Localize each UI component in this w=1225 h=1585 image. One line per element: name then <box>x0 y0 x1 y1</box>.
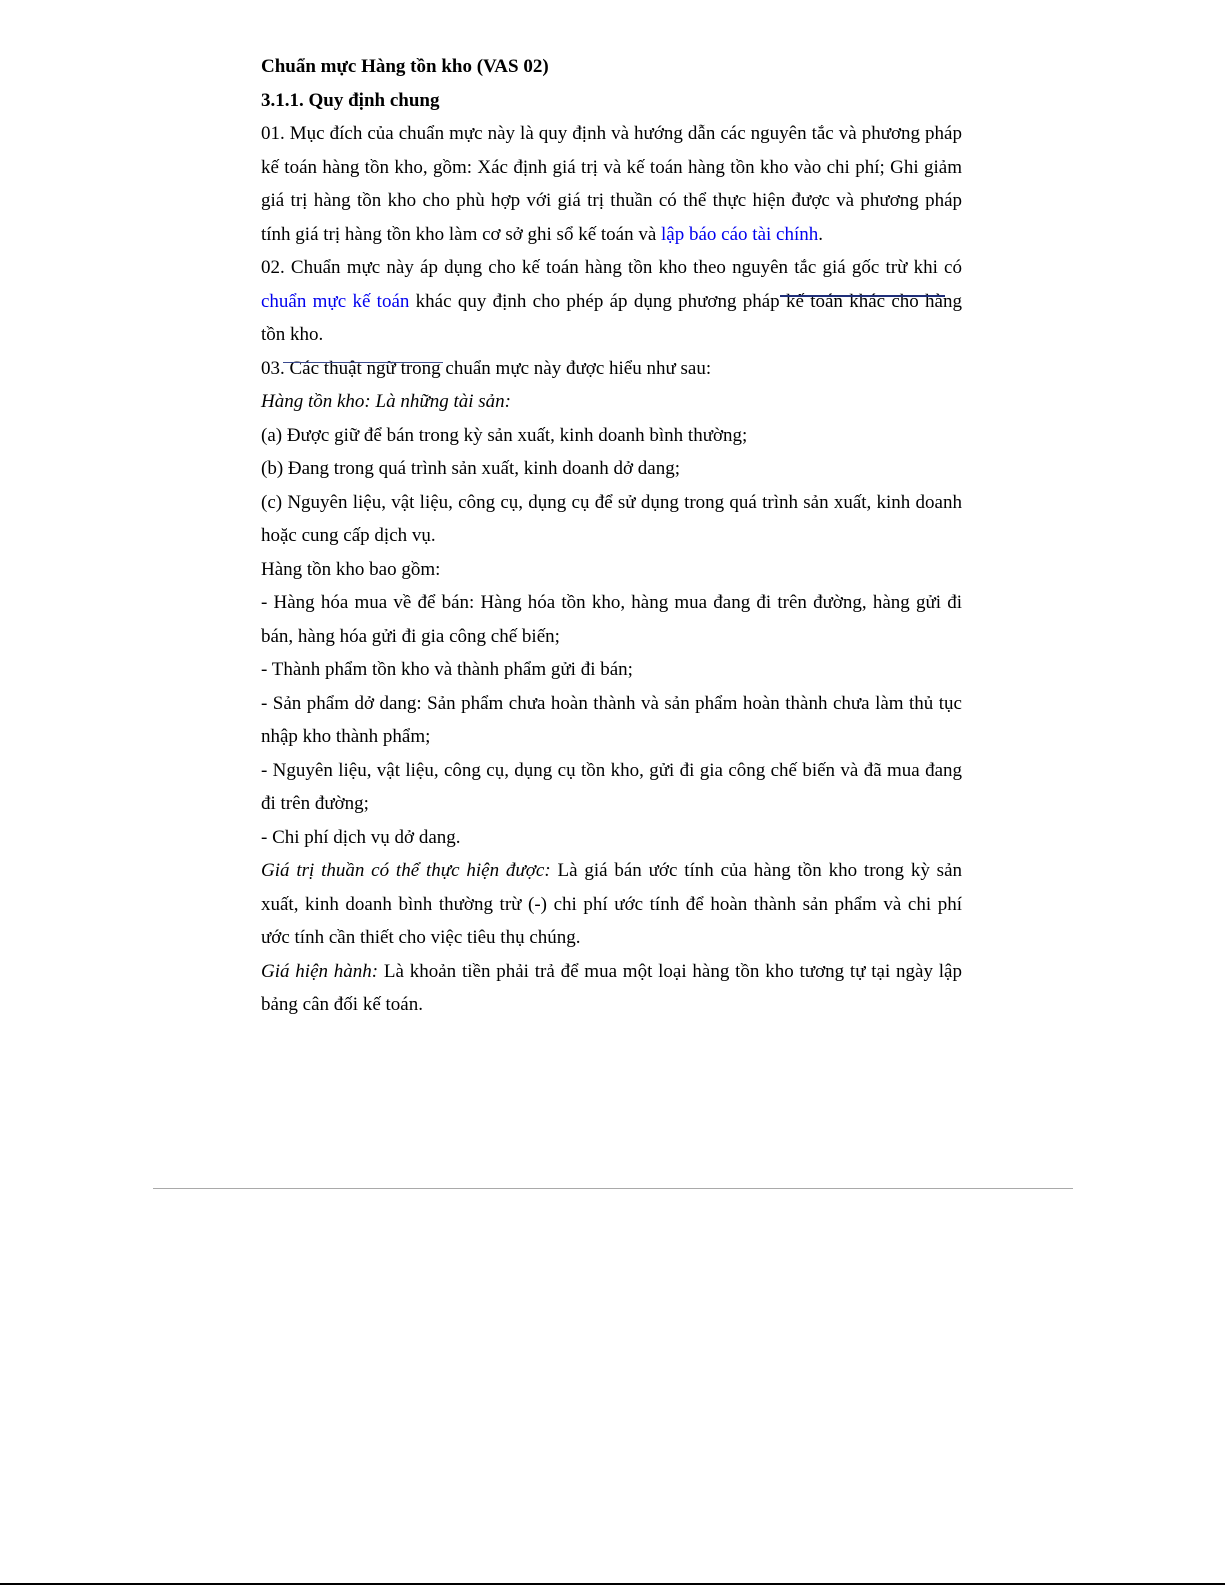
paragraph-01-text: 01. Mục đích của chuẩn mực này là quy định và hướng dẫn các nguyên tắc và phương pháp kế toán hàng tồn kho, gồm: Xác định giá trị và kế toán hàng tồn kho vào chi phí; Ghi giảm giá trị hàng tồn kho cho phù hợp với giá trị thuần có thể thực hiện được và phương pháp tính giá trị hàng tồn kho làm cơ sở ghi sổ kế toán và <box>261 123 962 245</box>
nrv-term: Giá trị thuần có thể thực hiện được: <box>261 860 551 881</box>
paragraph-02-text-a: 02. Chuẩn mực này áp dụng cho kế toán hàng tồn kho theo nguyên tắc giá gốc trừ khi có <box>261 257 962 278</box>
paragraph-01 <box>261 117 962 251</box>
document-title: Chuẩn mực Hàng tồn kho (VAS 02) <box>261 56 549 77</box>
paragraph-02-text-b: khác quy định cho phép áp dụng phương pháp kế toán khác cho hàng tồn kho. <box>261 290 962 345</box>
definition-net-realizable-value <box>261 854 962 955</box>
current-price-term: Giá hiện hành: <box>261 960 379 982</box>
paragraph-02 <box>261 251 962 352</box>
document-body <box>261 50 962 1022</box>
inventory-includes: Hàng tồn kho bao gồm: <box>261 558 441 580</box>
list-item-c: (c) Nguyên liệu, vật liệu, công cụ, dụng cụ để sử dụng trong quá trình sản xuất, kinh doanh hoặc cung cấp dịch vụ. <box>261 491 962 546</box>
section-heading: 3.1.1. Quy định chung <box>261 89 440 111</box>
current-price-text: Là khoản tiền phải trả để mua một loại hàng tồn kho tương tự tại ngày lập bảng cân đối kế toán. <box>261 960 962 1015</box>
annotation-stroke <box>780 295 945 297</box>
link-financial-report[interactable]: lập báo cáo tài chính <box>661 223 819 245</box>
bullet-work-in-progress: - Sản phẩm dở dang: Sản phẩm chưa hoàn thành và sản phẩm hoàn thành chưa làm thủ tục nhập kho thành phẩm; <box>261 692 962 747</box>
bullet-finished-goods: - Thành phẩm tồn kho và thành phẩm gửi đi bán; <box>261 659 633 680</box>
nrv-text: Là giá bán ước tính của hàng tồn kho trong kỳ sản xuất, kinh doanh bình thường trừ (-) chi phí ước tính để hoàn thành sản phẩm và chi phí ước tính cần thiết cho việc tiêu thụ chúng. <box>261 860 962 948</box>
list-item-a: (a) Được giữ để bán trong kỳ sản xuất, kinh doanh bình thường; <box>261 424 748 446</box>
paragraph-01-end: . <box>818 223 823 245</box>
list-item-b: (b) Đang trong quá trình sản xuất, kinh doanh dở dang; <box>261 458 680 479</box>
bullet-goods: - Hàng hóa mua về để bán: Hàng hóa tồn kho, hàng mua đang đi trên đường, hàng gửi đi bán, hàng hóa gửi đi gia công chế biến; <box>261 592 962 647</box>
annotation-stroke <box>283 362 443 363</box>
definition-current-price <box>261 955 962 1022</box>
bullet-service-costs: - Chi phí dịch vụ dở dang. <box>261 826 461 848</box>
bullet-materials: - Nguyên liệu, vật liệu, công cụ, dụng cụ tồn kho, gửi đi gia công chế biến và đã mua đang đi trên đường; <box>261 759 962 814</box>
paragraph-03: 03. Các thuật ngữ trong chuẩn mực này được hiểu như sau: <box>261 357 712 379</box>
page-divider <box>153 1188 1073 1189</box>
link-accounting-standard[interactable]: chuẩn mực kế toán <box>261 290 410 312</box>
definition-inventory: Hàng tồn kho: Là những tài sản: <box>261 391 511 412</box>
